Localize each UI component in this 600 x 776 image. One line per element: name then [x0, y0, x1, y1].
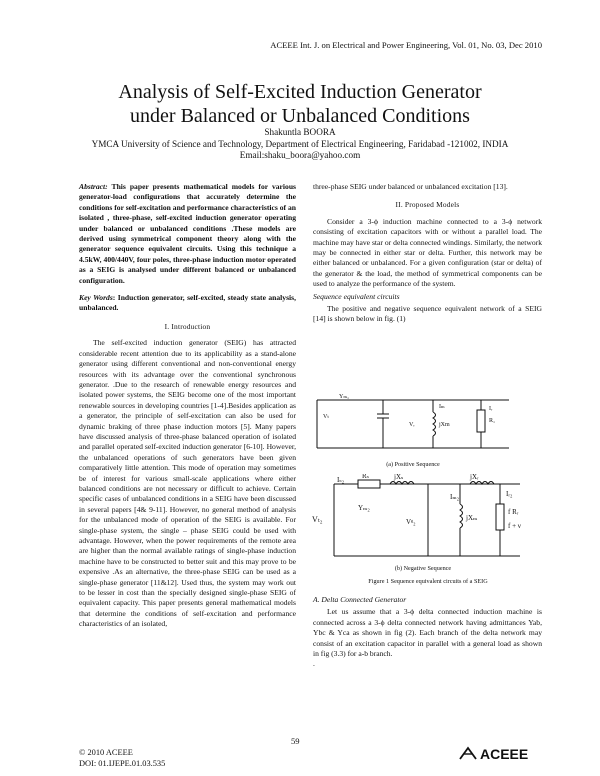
- label-fnu: f + ν: [508, 522, 521, 530]
- paper-title: [0, 80, 600, 128]
- label-rs: Rₛ: [362, 474, 370, 480]
- logo-text: ACEEE: [480, 746, 529, 762]
- caption-a: (a) Positive Sequence: [386, 461, 440, 468]
- intro-heading: I. Introduction: [164, 321, 211, 331]
- title-line-2: under Balanced or Unbalanced Conditions: [130, 105, 470, 127]
- label-vt2: Vₜ₂: [312, 515, 323, 524]
- aceee-logo-icon: [458, 744, 542, 764]
- author-email: Email:shaku_boora@yahoo.com: [239, 150, 361, 160]
- figure-positive-sequence: [313, 392, 513, 456]
- keywords-label: Key Words: [79, 293, 113, 303]
- right-continuation: three-phase SEIG under balanced or unbalanced excitation [13].: [313, 182, 508, 191]
- label-vr: Vᵣ: [409, 422, 415, 428]
- author-affiliation: YMCA University of Science and Technology, Department of Electrical Engineering, Faridabad -121002, INDIA: [91, 138, 509, 149]
- right-column: [313, 182, 542, 325]
- keywords-text: : Induction generator, self-excited, steady state analysis, unbalanced.: [79, 293, 296, 313]
- copyright: © 2010 ACEEE: [79, 748, 133, 757]
- label-jxr: jXᵣ: [470, 474, 479, 481]
- caption-main: Figure 1 Sequence equivalent circuits of a SEIG: [368, 578, 488, 585]
- abstract: [79, 182, 296, 286]
- delta-heading: A. Delta Connected Generator: [313, 595, 407, 604]
- label-is2: Iₛ₂: [337, 476, 345, 484]
- label-jxm2: jXₘ: [466, 514, 478, 522]
- figure-negative-sequence: [310, 474, 532, 564]
- label-ym1: Yₘ₁: [339, 394, 350, 400]
- label-im2: Iₘ₂: [450, 493, 460, 501]
- abstract-label: Abstract:: [79, 182, 108, 191]
- label-fr: f Rᵣ: [508, 508, 519, 516]
- footer-left: [79, 747, 165, 769]
- delta-paragraph: Let us assume that a 3-ϕ delta connected induction machine is connected across a 3-ϕ delta connected network having admittances Yab, Ybc & Yca as shown in fig (2). Each branch of the delta network may consist of an excitation capacitor in parallel with a general load as shown in fig (3.3) for a-b branch.: [313, 607, 542, 659]
- doi: DOI: 01.IJEPE.01.03.535: [79, 759, 166, 768]
- aceee-logo: [458, 744, 542, 769]
- seq-heading: Sequence equivalent circuits: [313, 291, 400, 301]
- keywords: [79, 293, 296, 314]
- seq-paragraph: The positive and negative sequence equivalent network of a SEIG [14] is shown below in fig. (1): [313, 304, 542, 324]
- left-column: [79, 182, 296, 630]
- right-column-lower: [313, 593, 542, 670]
- label-jxs: jXₛ: [394, 474, 404, 481]
- label-jxm: jXm: [439, 422, 450, 428]
- models-paragraph: Consider a 3-ϕ induction machine connected to a 3-ϕ network consisting of excitation capacitors with or without a parallel load. The machine may have star or delta connected windings. Similarly, the network may be connected in either star or delta. Further, this network may be either balanced or unbalanced. For a given configuration (star or delta) of the generator & the load, the method of symmetrical components can be used to analyze the performance of the system.: [313, 216, 542, 289]
- page-number: 59: [291, 736, 300, 746]
- label-r1: R₁: [489, 418, 496, 424]
- label-ir: Iᵣ: [489, 406, 493, 412]
- label-ym2: Yₘ₂: [358, 504, 370, 512]
- title-line-1: Analysis of Self-Excited Induction Generator: [118, 81, 482, 103]
- label-vt: Vₜ: [323, 414, 329, 420]
- author-name: Shakuntla BOORA: [264, 127, 336, 137]
- label-ir2: Iᵣ₂: [506, 490, 513, 498]
- running-head: ACEEE Int. J. on Electrical and Power Engineering, Vol. 01, No. 03, Dec 2010: [270, 40, 542, 50]
- author-block: [0, 127, 600, 162]
- abstract-text: This paper presents mathematical models for various generator-load configurations that accurately determine the conditions for self-excitation and performance characteristics of an isolated , three-phase, self-excited induction generator operating under balanced or unbalanced conditions .These models are derived using symmetrical component theory along with the generator sequence equivalent circuits. Using this technique a 4.5kW, 400/440V, four poles, three-phase induction motor operated as a SEIG is analysed under different balanced or unbalanced configuration.: [79, 182, 296, 285]
- delta-trailing: .: [313, 659, 315, 669]
- label-im: Iₘ: [439, 404, 445, 410]
- label-vg2: Vᵍ₂: [406, 518, 416, 526]
- caption-b: (b) Negative Sequence: [394, 565, 452, 572]
- intro-paragraph: The self-excited induction generator (SEIG) has attracted considerable recent attention due to its applicability as a stand-alone generator using different conventional and non-conventional energy resources with its advantage over the conventional synchronous generator. .Due to the research of renewable energy resources and isolated power systems, the SEIG become one of the most important renewable sources in developing countries [1-4].Besides application as a generator, the principle of self-excitation can also be used for dynamic braking of three phase induction motors [5]. Many papers have discussed analysis of three-phase balanced operation of isolated and parallel operated self-excited induction generator [6-10]. However, the unbalanced operations of such generators have been given comparatively little attention. This mode of operation may sometimes be of interest for various small-scale applications where either balanced conditions are not necessary or difficult to achieve. Certain specific cases of unbalanced conditions in a SEIG have been discussed in several papers [4& 9-11]. However, no general method of analysis for the unbalanced mode of operation of the SEIG is available. For single-phase system, the single – phase SEIG could be used with advantage. However, when the power requirements of the remote area are higher than the normal available ratings of single-phase induction machine have to be constructed to better suit and this may prove to be expensive .As an alternative, the three-phase SEIG can be used as a single-phase generator [11&12]. Used thus, the system may work out to be lesser in cost than the specially designed single-phase SEIG of equivalent capacity. This paper presents general mathematical models that determine the conditions of self-excitation and performance characteristics of an isolated,: [79, 338, 296, 629]
- models-heading: II. Proposed Models: [395, 200, 460, 210]
